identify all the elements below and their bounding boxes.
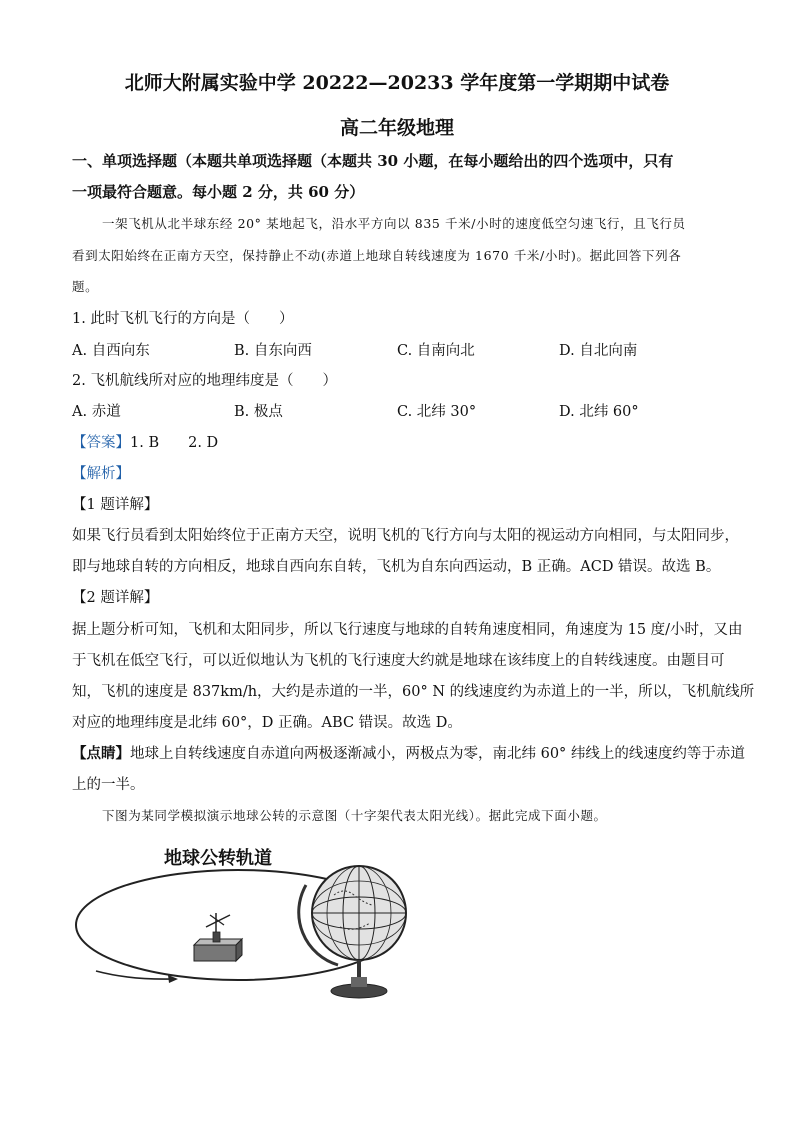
question2-option-c: C. 北纬 30° <box>397 404 477 420</box>
answer-tag: 【答案】 <box>72 435 130 451</box>
detail2-tag: 【2 题详解】 <box>72 590 159 606</box>
detail2-line2: 于飞机在低空飞行，可以近似地认为飞机的飞行速度大约就是地球在该纬度上的自转线速度。由题目可 <box>72 653 725 669</box>
detail1-line1: 如果飞行员看到太阳始终位于正南方天空，说明飞机的飞行方向与太阳的视运动方向相同，与太阳同步， <box>72 528 739 544</box>
question1-stem: 1. 此时飞机飞行的方向是（ ） <box>72 311 294 327</box>
exam-title: 北师大附属实验中学 20222—20233 学年度第一学期期中试卷 <box>124 72 670 94</box>
highlight-tag: 【点睛】 <box>72 745 130 762</box>
answer-line <box>72 431 732 452</box>
globe-icon <box>299 866 406 998</box>
detail1-tag: 【1 题详解】 <box>72 497 159 513</box>
sun-model-icon <box>194 913 242 961</box>
question2-stem: 2. 飞机航线所对应的地理纬度是（ ） <box>72 373 337 389</box>
passage1-line2: 看到太阳始终在正南方天空，保持静止不动(赤道上地球自转线速度为 1670 千米/小时)。据此回答下列各 <box>72 248 682 263</box>
question1-option-d: D. 自北向南 <box>559 343 638 359</box>
highlight-line1 <box>72 742 745 763</box>
earth-revolution-figure <box>70 865 410 1005</box>
detail1-line2: 即与地球自转的方向相反，地球自西向东自转，飞机为自东向西运动，B 正确。ACD 错误。故选 B。 <box>72 559 721 575</box>
analysis-tag: 【解析】 <box>72 466 130 482</box>
figure-title: 地球公转轨道 <box>164 848 272 869</box>
highlight-text: 地球上自转线速度自赤道向两极逐渐减小，两极点为零，南北纬 60° 纬线上的线速度约等于赤道 <box>130 746 745 762</box>
question1-option-b: B. 自东向西 <box>234 343 312 359</box>
passage1-line1: 一架飞机从北半球东经 20° 某地起飞，沿水平方向以 835 千米/小时的速度低空匀速飞行，且飞行员 <box>102 216 686 231</box>
question2-option-b: B. 极点 <box>234 404 283 420</box>
question1-option-c: C. 自南向北 <box>397 343 475 359</box>
question2-option-a: A. 赤道 <box>72 404 121 420</box>
highlight-line2: 上的一半。 <box>72 777 145 793</box>
answer-text: 1. B 2. D <box>130 435 219 451</box>
question2-option-d: D. 北纬 60° <box>559 404 639 420</box>
question1-option-a: A. 自西向东 <box>72 343 150 359</box>
direction-arrow <box>96 971 172 979</box>
analysis-line <box>72 462 732 483</box>
passage2-line1: 下图为某同学模拟演示地球公转的示意图（十字架代表太阳光线）。据此完成下面小题。 <box>102 808 607 823</box>
passage1-line3: 题。 <box>72 279 99 294</box>
section-heading-line2: 一项最符合题意。每小题 2 分，共 60 分） <box>72 183 365 201</box>
section-heading-line1: 一、单项选择题（本题共单项选择题（本题共 30 小题，在每小题给出的四个选项中，只有 <box>72 152 674 170</box>
detail2-line1: 据上题分析可知，飞机和太阳同步，所以飞行速度与地球的自转角速度相同，角速度为 15 度/小时，又由 <box>72 622 743 638</box>
exam-subtitle: 高二年级地理 <box>339 117 454 139</box>
detail2-line4: 对应的地理纬度是北纬 60°，D 正确。ABC 错误。故选 D。 <box>72 715 462 731</box>
detail2-line3: 知，飞机的速度是 837km/h，大约是赤道的一半，60° N 的线速度约为赤道上的一半，所以，飞机航线所 <box>72 684 755 700</box>
